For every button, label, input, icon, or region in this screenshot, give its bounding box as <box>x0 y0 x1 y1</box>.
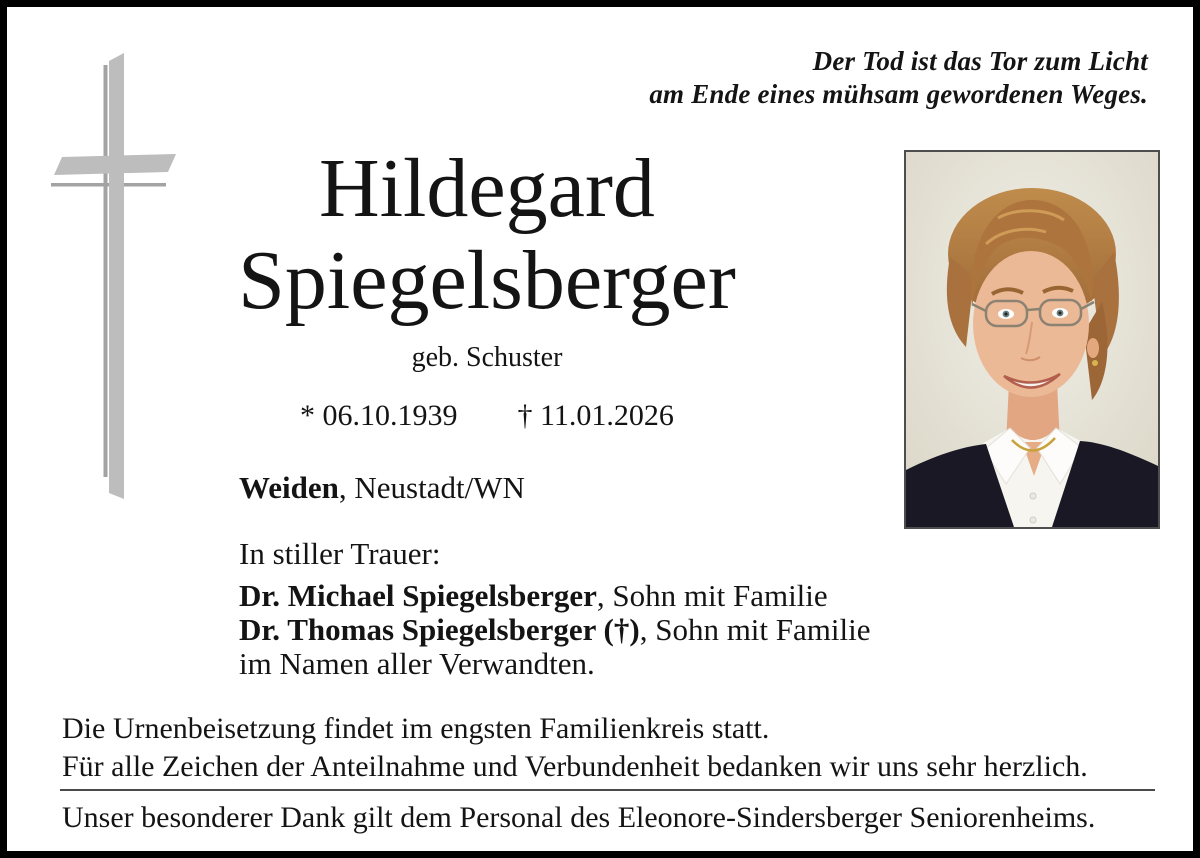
mourner-name: Dr. Thomas Spiegelsberger (†) <box>239 612 640 647</box>
mourner-line <box>239 579 871 613</box>
note-line-1: Die Urnenbeisetzung findet im engsten Familienkreis statt. <box>62 712 770 745</box>
epigraph-line1: Der Tod ist das Tor zum Licht <box>812 46 1148 76</box>
epigraph-line2: am Ende eines mühsam gewordenen Weges. <box>649 79 1148 109</box>
life-dates <box>197 399 777 433</box>
epigraph <box>649 45 1148 111</box>
cross-thick-horizontal <box>54 154 176 175</box>
cross-thin-horizontal <box>51 183 166 187</box>
deceased-block <box>197 143 777 433</box>
death-symbol: † <box>517 399 533 432</box>
portrait-illustration <box>906 152 1158 527</box>
maiden-name: geb. Schuster <box>411 342 563 373</box>
birth-date <box>300 399 458 433</box>
death-date-value: 11.01.2026 <box>540 399 674 432</box>
location-primary: Weiden <box>239 470 339 505</box>
location-line <box>239 471 525 505</box>
mourner-relation: , Sohn mit Familie <box>639 612 871 647</box>
mourning-intro: In stiller Trauer: <box>239 536 441 571</box>
memorial-cross-icon <box>47 47 187 509</box>
note-line-2: Für alle Zeichen der Anteilnahme und Verbundenheit bedanken wir uns sehr herzlich. <box>62 750 1088 783</box>
mourner-line <box>239 613 871 647</box>
mourning-closing: im Namen aller Verwandten. <box>239 646 595 681</box>
portrait-photo <box>904 150 1160 529</box>
thanks-line: Unser besonderer Dank gilt dem Personal des Eleonore-Sindersberger Seniorenheims. <box>62 801 1096 834</box>
cross-thin-vertical <box>104 65 108 477</box>
notes-block <box>62 710 1088 786</box>
deceased-last-name: Spiegelsberger <box>238 234 736 327</box>
divider-rule <box>60 789 1155 791</box>
birth-symbol: * <box>300 399 316 432</box>
mourner-name: Dr. Michael Spiegelsberger <box>239 578 597 613</box>
mourner-relation: , Sohn mit Familie <box>596 578 828 613</box>
location-secondary: , Neustadt/WN <box>338 470 525 505</box>
death-date <box>518 399 674 433</box>
mourning-block <box>239 537 871 681</box>
birth-date-value: 06.10.1939 <box>322 399 458 432</box>
deceased-first-name: Hildegard <box>319 142 655 235</box>
cross-thick-vertical <box>109 53 124 499</box>
